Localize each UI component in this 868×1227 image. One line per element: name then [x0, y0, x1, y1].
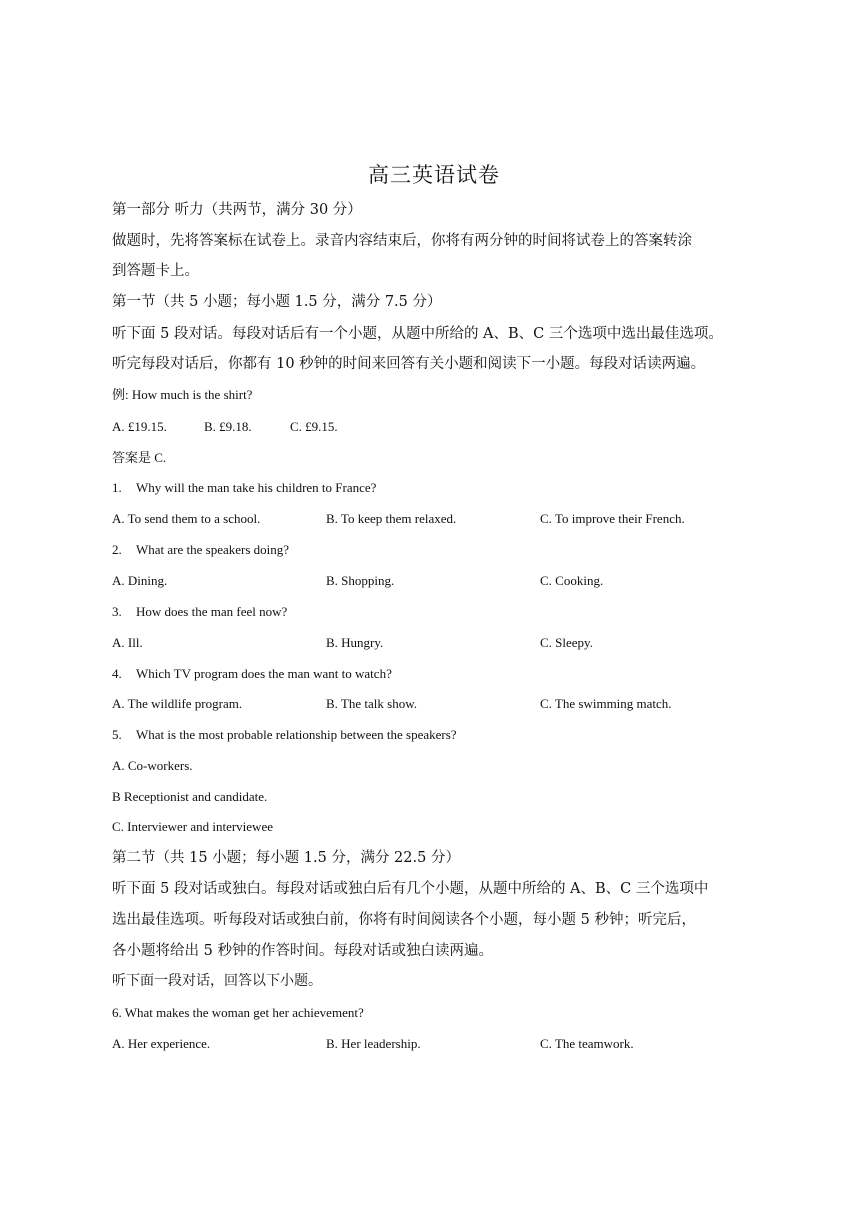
q3-option-a: A. Ill. [112, 635, 143, 650]
q4-option-b: B. The talk show. [326, 696, 417, 711]
q4-option-a: A. The wildlife program. [112, 696, 243, 711]
q6-option-b: B. Her leadership. [326, 1036, 421, 1051]
section2-instruction-line1: 听下面 5 段对话或独白。每段对话或独白后有几个小题，从题中所给的 A、B、C 三个选项中 [112, 881, 709, 897]
example-option-c: C. £9.15. [290, 419, 338, 434]
q4-option-c: C. The swimming match. [540, 696, 672, 711]
q1-option-a: A. To send them to a school. [112, 511, 261, 526]
example-question: 例: How much is the shirt? [112, 387, 253, 402]
q6-option-c: C. The teamwork. [540, 1036, 634, 1051]
example-option-b: B. £9.18. [204, 419, 252, 434]
section2-heading: 第二节（共 15 小题；每小题 1.5 分，满分 22.5 分） [112, 850, 460, 866]
example-answer: 答案是 C. [112, 450, 167, 465]
q2-option-b: B. Shopping. [326, 573, 395, 588]
dialogue-intro: 听下面一段对话，回答以下小题。 [112, 974, 322, 989]
q3-option-b: B. Hungry. [326, 635, 384, 650]
question-1 [112, 479, 376, 497]
q1-option-c: C. To improve their French. [540, 511, 685, 526]
question-3 [112, 603, 287, 621]
question-text: Which TV program does the man want to watch? [136, 666, 392, 681]
q5-option-c: C. Interviewer and interviewee [112, 819, 273, 834]
question-number: 2. [112, 542, 122, 557]
section1-heading: 第一节（共 5 小题；每小题 1.5 分，满分 7.5 分） [112, 294, 442, 310]
q5-option-b: B Receptionist and candidate. [112, 789, 268, 804]
question-number: 5. [112, 727, 122, 742]
question-text: How does the man feel now? [136, 604, 288, 619]
q2-option-c: C. Cooking. [540, 573, 604, 588]
page-title: 高三英语试卷 [368, 163, 500, 187]
question-number: 1. [112, 480, 122, 495]
question-4 [112, 665, 392, 683]
section2-instruction-line3: 各小题将给出 5 秒钟的作答时间。每段对话或独白读两遍。 [112, 943, 493, 959]
section2-instruction-line2: 选出最佳选项。听每段对话或独白前，你将有时间阅读各个小题，每小题 5 秒钟；听完后， [112, 912, 696, 928]
question-text: What are the speakers doing? [136, 542, 290, 557]
section1-instruction-line2: 听完每段对话后，你都有 10 秒钟的时间来回答有关小题和阅读下一小题。每段对话读两遍。 [112, 356, 706, 372]
part1-heading: 第一部分 听力（共两节，满分 30 分） [112, 202, 362, 218]
question-2 [112, 541, 289, 559]
q2-option-a: A. Dining. [112, 573, 168, 588]
question-text: What is the most probable relationship between the speakers? [136, 727, 457, 742]
part1-instruction-line1: 做题时，先将答案标在试卷上。录音内容结束后，你将有两分钟的时间将试卷上的答案转涂 [112, 233, 692, 249]
question-text: Why will the man take his children to France? [136, 480, 377, 495]
q6-option-a: A. Her experience. [112, 1036, 211, 1051]
q1-option-b: B. To keep them relaxed. [326, 511, 457, 526]
part1-instruction-line2: 到答题卡上。 [112, 263, 199, 279]
q5-option-a: A. Co-workers. [112, 758, 193, 773]
question-5 [112, 726, 457, 744]
q3-option-c: C. Sleepy. [540, 635, 593, 650]
question-6: 6. What makes the woman get her achievement? [112, 1005, 364, 1020]
section1-instruction-line1: 听下面 5 段对话。每段对话后有一个小题，从题中所给的 A、B、C 三个选项中选出最佳选项。 [112, 326, 723, 342]
example-option-a: A. £19.15. [112, 419, 167, 434]
question-number: 4. [112, 666, 122, 681]
question-number: 3. [112, 604, 122, 619]
